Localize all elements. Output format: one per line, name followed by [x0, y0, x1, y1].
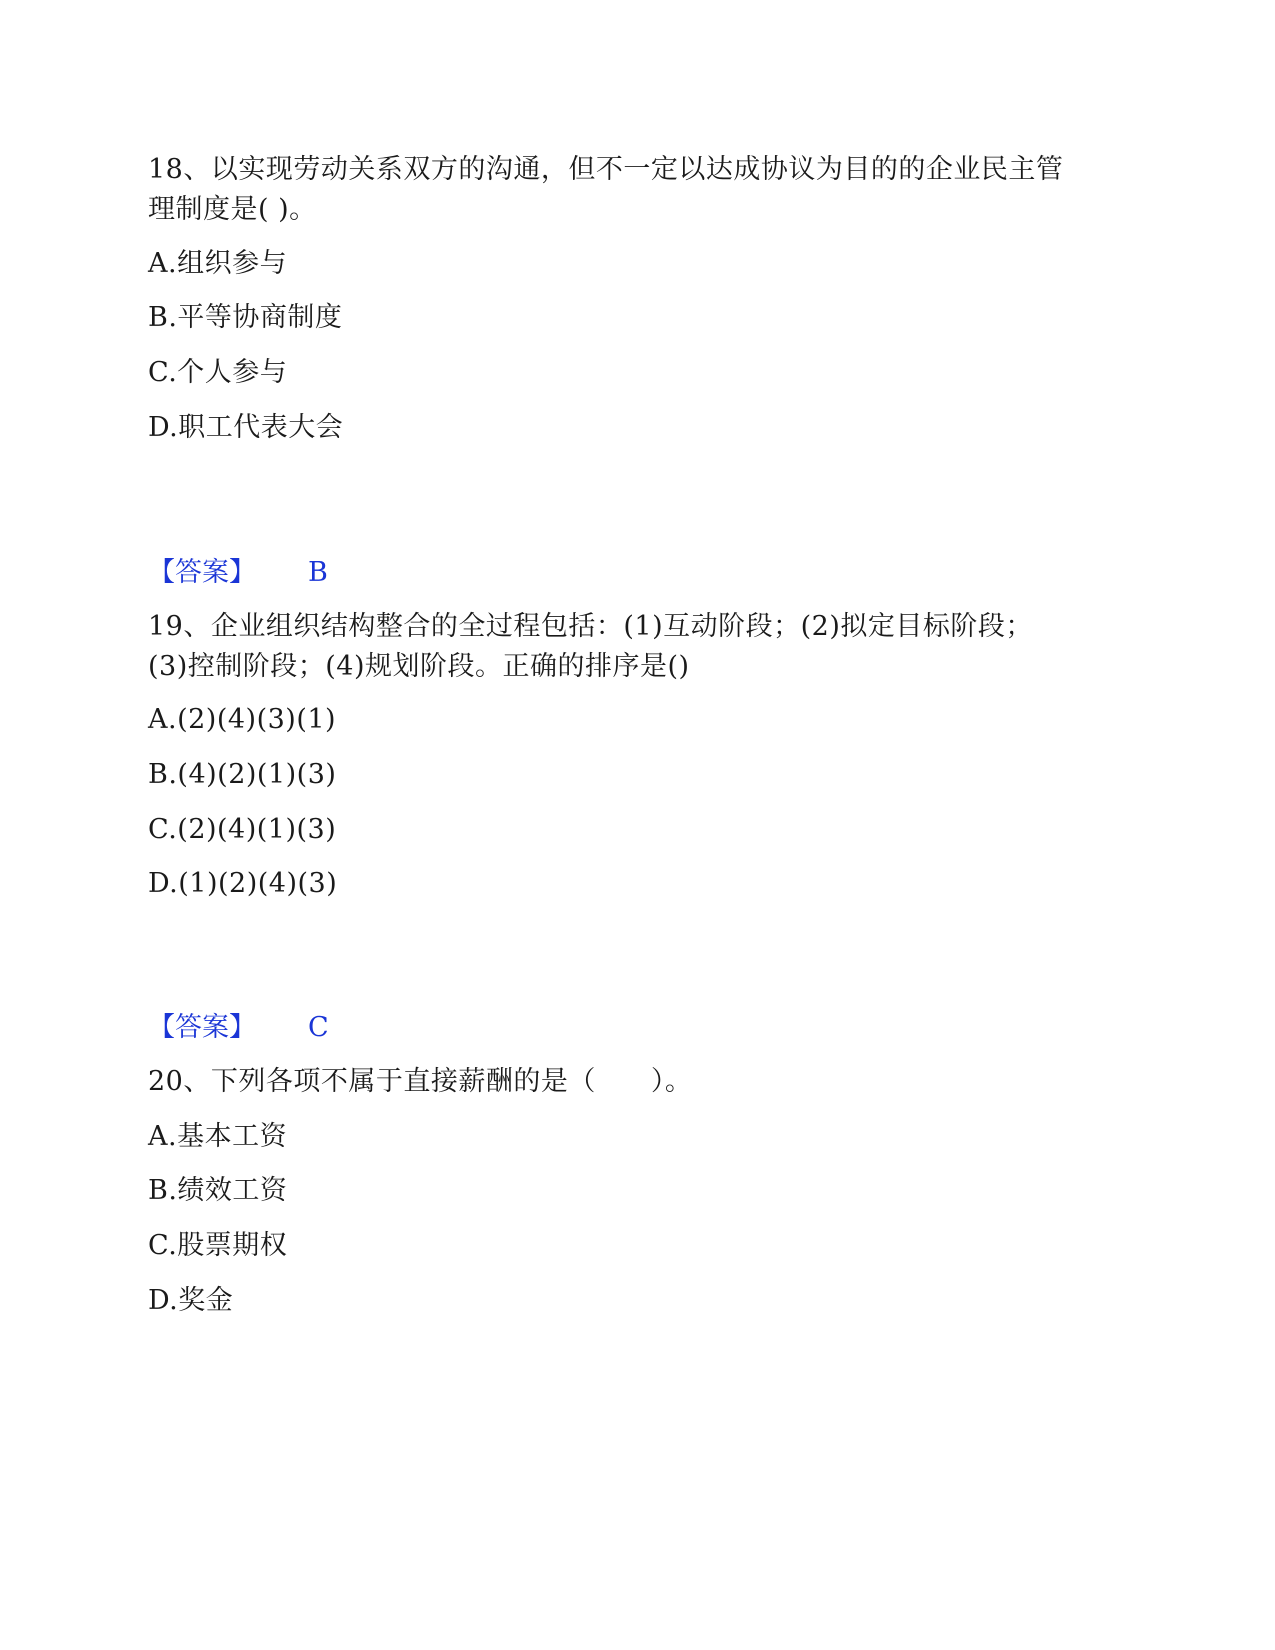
answer-19 [148, 1008, 329, 1048]
q18-stem-line1: 18、以实现劳动关系双方的沟通，但不一定以达成协议为目的的企业民主管 [148, 154, 1064, 185]
q18-option-c: C.个人参与 [148, 357, 288, 388]
answer-label: 【答案】 [148, 557, 256, 588]
answer-value: B [308, 557, 328, 588]
q18-option-a: A.组织参与 [148, 248, 288, 279]
answer-value: C [308, 1012, 329, 1043]
q19-option-a: A.(2)(4)(3)(1) [148, 704, 337, 735]
answer-label: 【答案】 [148, 1012, 256, 1043]
q19-option-d: D.(1)(2)(4)(3) [148, 868, 338, 899]
q18-option-b: B.平等协商制度 [148, 302, 343, 333]
q19-option-c: C.(2)(4)(1)(3) [148, 814, 337, 845]
q18-stem-line2: 理制度是( )。 [148, 194, 317, 225]
q20-option-a: A.基本工资 [148, 1121, 288, 1152]
q19-stem-line2: (3)控制阶段；(4)规划阶段。正确的排序是() [148, 651, 690, 682]
q20-option-d: D.奖金 [148, 1285, 234, 1316]
q20-option-c: C.股票期权 [148, 1230, 288, 1261]
q18-option-d: D.职工代表大会 [148, 412, 344, 443]
q19-stem-line1: 19、企业组织结构整合的全过程包括：(1)互动阶段；(2)拟定目标阶段； [148, 611, 1033, 642]
q20-stem-line1: 20、下列各项不属于直接薪酬的是（ ）。 [148, 1066, 693, 1097]
q19-option-b: B.(4)(2)(1)(3) [148, 759, 337, 790]
q20-option-b: B.绩效工资 [148, 1175, 288, 1206]
answer-18 [148, 553, 328, 593]
